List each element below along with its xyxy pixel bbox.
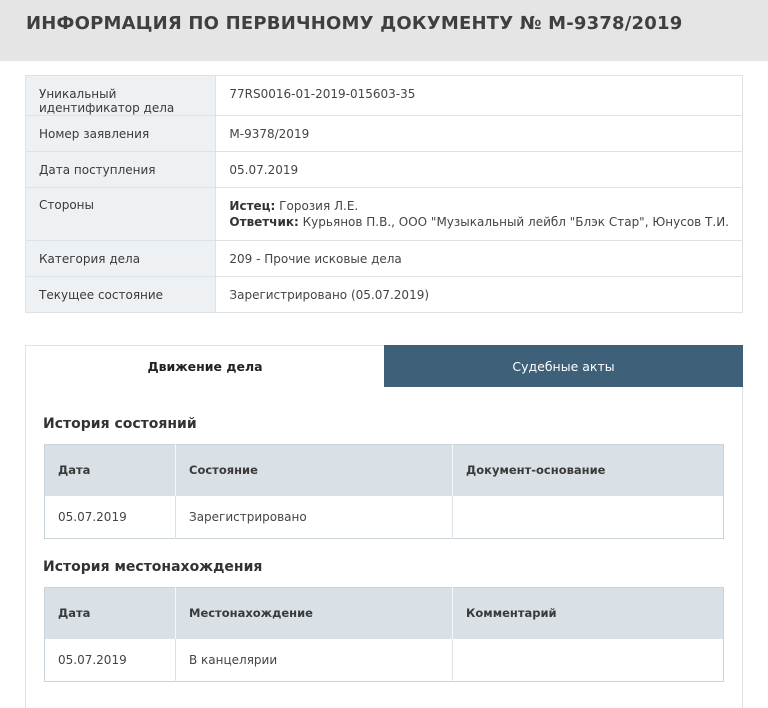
case-info-table	[25, 75, 743, 313]
category-value: 209 - Прочие исковые дела	[216, 241, 743, 277]
received-label: Дата поступления	[26, 152, 216, 188]
plaintiff-line	[229, 198, 729, 214]
cell-date: 05.07.2019	[45, 496, 176, 539]
column-header-date: Дата	[45, 445, 176, 496]
info-row-parties	[26, 188, 743, 241]
received-value: 05.07.2019	[216, 152, 743, 188]
cell-state: Зарегистрировано	[176, 496, 453, 539]
parties-value	[216, 188, 743, 241]
table-header-row	[45, 588, 724, 639]
tab-court-acts[interactable]: Судебные акты	[384, 345, 743, 387]
location-history-table	[44, 587, 724, 682]
column-header-basis-doc: Документ-основание	[453, 445, 724, 496]
cell-basis-doc	[453, 496, 724, 539]
column-header-date: Дата	[45, 588, 176, 639]
location-history-title: История местонахождения	[43, 559, 263, 575]
plaintiff-value: Горозия Л.Е.	[275, 199, 359, 213]
status-value: Зарегистрировано (05.07.2019)	[216, 277, 743, 313]
info-row-category	[26, 241, 743, 277]
column-header-comment: Комментарий	[453, 588, 724, 639]
info-row-uid	[26, 76, 743, 116]
cell-location: В канцелярии	[176, 639, 453, 682]
column-header-location: Местонахождение	[176, 588, 453, 639]
category-label: Категория дела	[26, 241, 216, 277]
defendant-label: Ответчик:	[229, 215, 299, 229]
tab-bar	[25, 345, 743, 387]
column-header-state: Состояние	[176, 445, 453, 496]
table-header-row	[45, 445, 724, 496]
defendant-value: Курьянов П.В., ООО "Музыкальный лейбл "Блэк Стар", Юнусов Т.И.	[298, 215, 729, 229]
page-header	[0, 0, 768, 61]
plaintiff-label: Истец:	[229, 199, 276, 213]
cell-comment	[453, 639, 724, 682]
cell-date: 05.07.2019	[45, 639, 176, 682]
uid-label: Уникальный идентификатор дела	[26, 76, 216, 116]
info-row-app-no	[26, 116, 743, 152]
app-no-value: М-9378/2019	[216, 116, 743, 152]
status-label: Текущее состояние	[26, 277, 216, 313]
uid-value: 77RS0016-01-2019-015603-35	[216, 76, 743, 116]
parties-label: Стороны	[26, 188, 216, 241]
info-row-status	[26, 277, 743, 313]
tab-case-movement[interactable]: Движение дела	[25, 345, 384, 387]
page-title: ИНФОРМАЦИЯ ПО ПЕРВИЧНОМУ ДОКУМЕНТУ № М-9378/2019	[26, 13, 683, 34]
app-no-label: Номер заявления	[26, 116, 216, 152]
state-history-title: История состояний	[43, 416, 197, 432]
table-row	[45, 639, 724, 682]
table-row	[45, 496, 724, 539]
defendant-line	[229, 214, 729, 230]
state-history-table	[44, 444, 724, 539]
info-row-received	[26, 152, 743, 188]
